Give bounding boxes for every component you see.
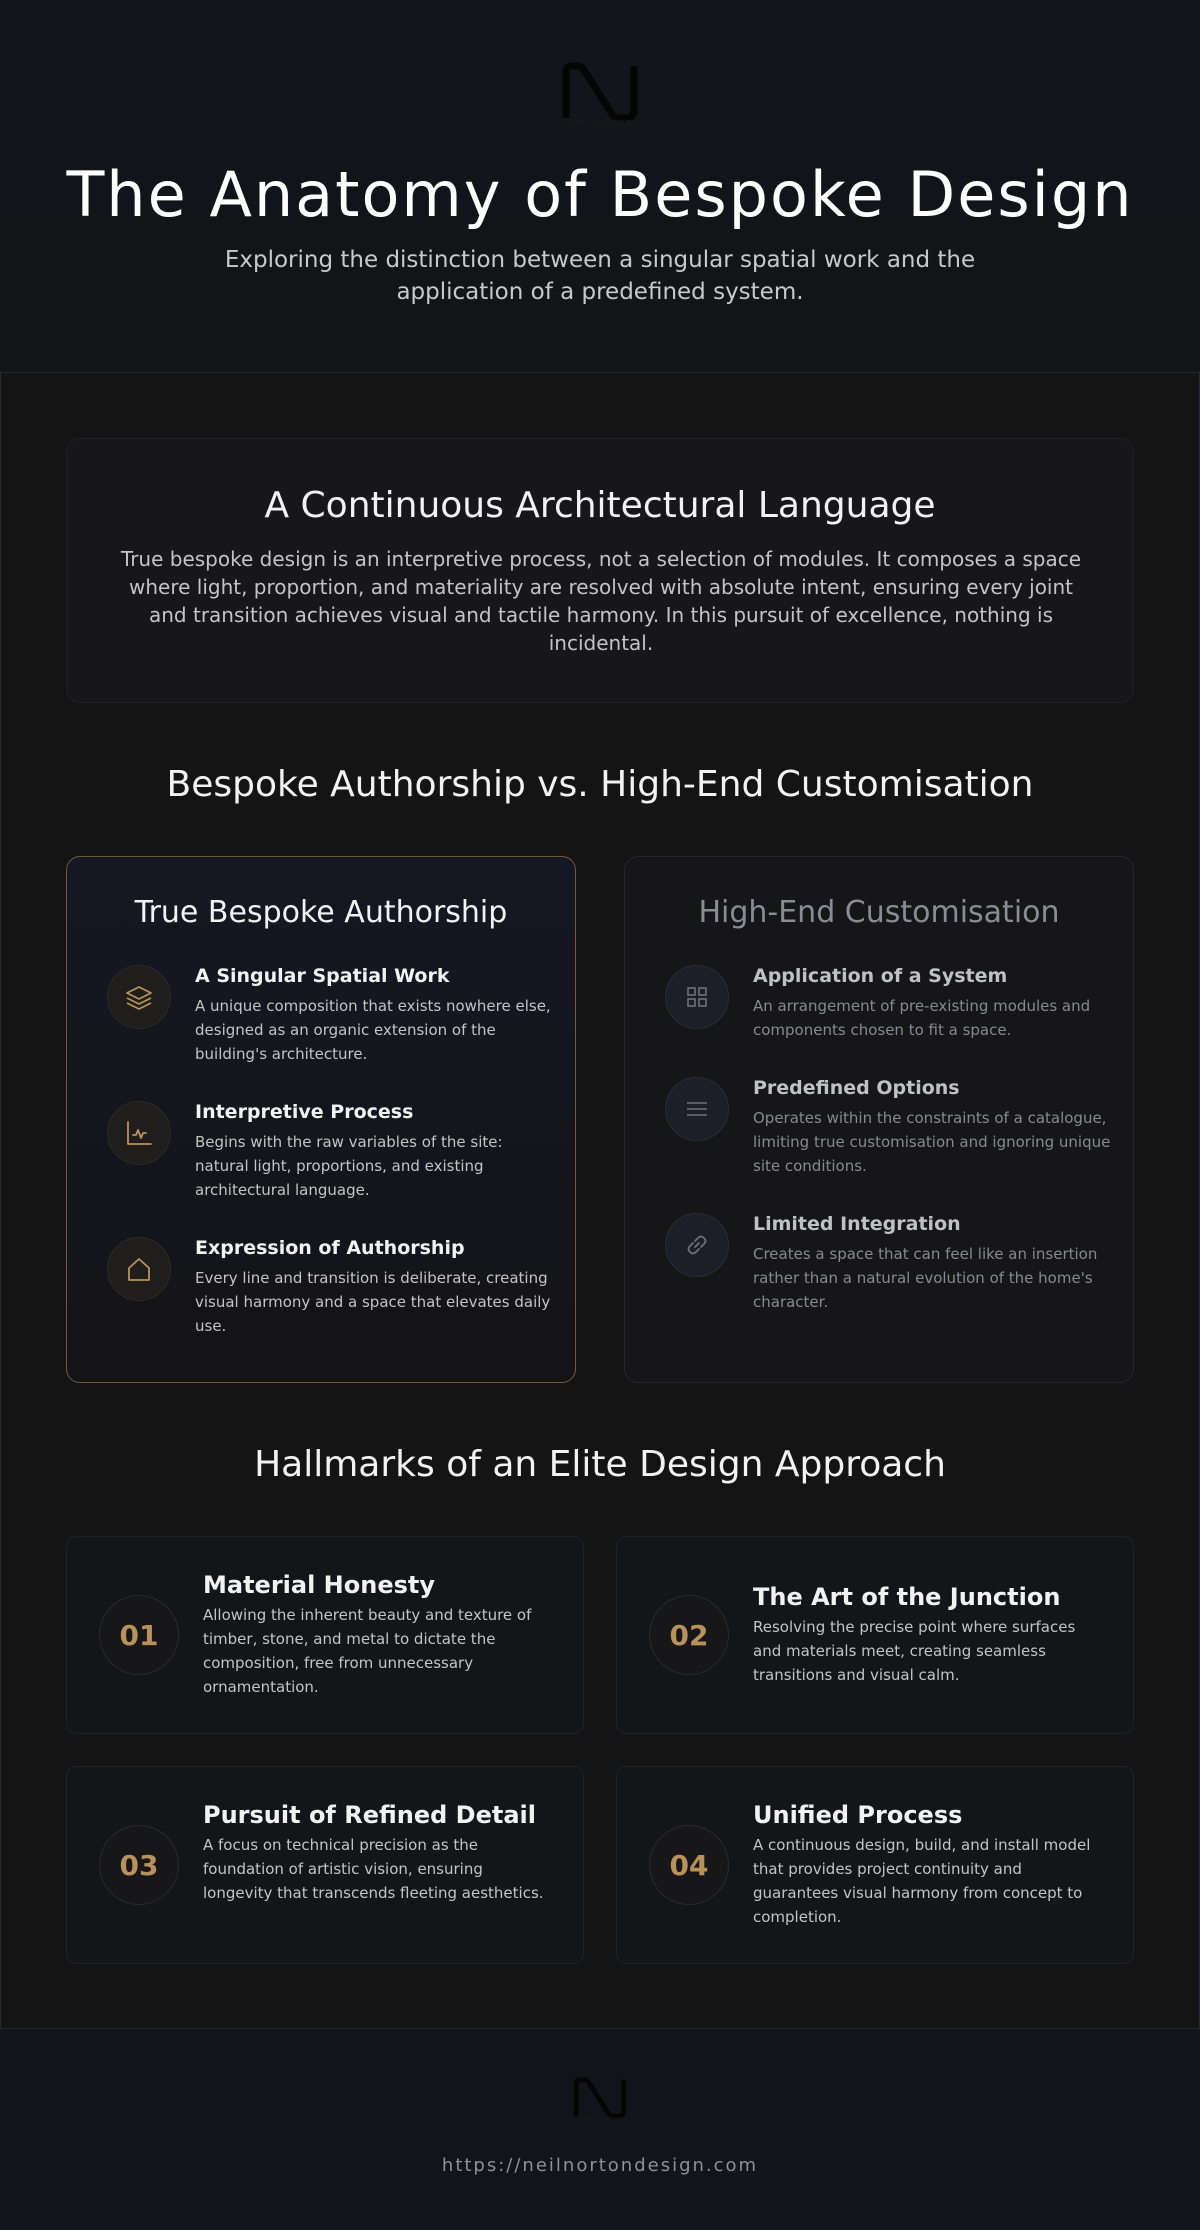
page-subtitle: Exploring the distinction between a singular spatial work and the application of a predefined system. — [224, 247, 976, 305]
website-link[interactable]: https://neilnortondesign.com — [441, 2155, 759, 2176]
logo-mark-icon — [572, 2077, 628, 2119]
footer-logo-wordmark: neil norton — [578, 2115, 622, 2123]
feature-title: Application of a System — [753, 965, 1008, 987]
bespoke-title: True Bespoke Authorship — [134, 895, 508, 930]
hallmark-number: 03 — [99, 1825, 179, 1905]
chart-icon — [107, 1101, 171, 1165]
feature-title: Predefined Options — [753, 1077, 960, 1099]
feature-title: A Singular Spatial Work — [195, 965, 450, 987]
hallmarks-heading: Hallmarks of an Elite Design Approach — [254, 1444, 946, 1485]
feature-title: Expression of Authorship — [195, 1237, 465, 1259]
feature-title: Limited Integration — [753, 1213, 961, 1235]
page-title: The Anatomy of Bespoke Design — [66, 158, 1134, 231]
hallmark-card — [66, 1536, 584, 1734]
feature-description: Creates a space that can feel like an insertion rather than a natural evolution of the home's character. — [753, 1245, 1098, 1311]
hallmark-number: 02 — [649, 1595, 729, 1675]
hallmark-title: Material Honesty — [203, 1571, 436, 1599]
brand-logo[interactable] — [560, 62, 640, 138]
hallmark-description: Allowing the inherent beauty and texture of timber, stone, and metal to dictate the composition, free from unnecessary ornamentation. — [203, 1606, 532, 1696]
hallmark-text — [203, 1569, 553, 1699]
feature-description: Operates within the constraints of a catalogue, limiting true customisation and ignoring unique site conditions. — [753, 1109, 1111, 1175]
intro-body: True bespoke design is an interpretive process, not a selection of modules. It composes a space where light, proportion, and materiality are resolved with absolute intent, ensuring every joint and transition achieves visual and tactile harmony. In this pursuit of excellence, nothing is incidental. — [120, 547, 1082, 655]
hallmark-description: A continuous design, build, and install model that provides project continuity and guarantees visual harmony from concept to completion. — [753, 1836, 1091, 1926]
hallmark-title: Pursuit of Refined Detail — [203, 1801, 536, 1829]
intro-title: A Continuous Architectural Language — [264, 485, 936, 526]
comparison-heading: Bespoke Authorship vs. High-End Customisation — [166, 764, 1034, 805]
page-header — [0, 0, 1200, 373]
logo-mark-icon — [560, 62, 640, 122]
hallmark-text — [203, 1799, 553, 1905]
feature-description: A unique composition that exists nowhere else, designed as an organic extension of the building's architecture. — [195, 997, 551, 1063]
intro-card — [66, 438, 1134, 703]
bespoke-column — [66, 856, 576, 1383]
feature-description: Every line and transition is deliberate, creating visual harmony and a space that elevates daily use. — [195, 1269, 551, 1335]
hallmark-description: Resolving the precise point where surfaces and materials meet, creating seamless transitions and visual calm. — [753, 1618, 1076, 1684]
customisation-column — [624, 856, 1134, 1383]
hallmark-card — [616, 1766, 1134, 1964]
layers-icon — [107, 965, 171, 1029]
home-icon — [107, 1237, 171, 1301]
customisation-title: High-End Customisation — [698, 895, 1060, 930]
hallmark-number: 01 — [99, 1595, 179, 1675]
hallmark-card — [66, 1766, 584, 1964]
link-icon — [665, 1213, 729, 1277]
feature-title: Interpretive Process — [195, 1101, 414, 1123]
feature-description: Begins with the raw variables of the site: natural light, proportions, and existing architectural language. — [195, 1133, 503, 1199]
hallmark-description: A focus on technical precision as the foundation of artistic vision, ensuring longevity that transcends fleeting aesthetics. — [203, 1836, 544, 1902]
hallmark-text — [753, 1581, 1103, 1687]
hallmark-card — [616, 1536, 1134, 1734]
logo-wordmark: neil norton — [567, 116, 633, 129]
hallmark-title: The Art of the Junction — [753, 1583, 1061, 1611]
grid-icon — [665, 965, 729, 1029]
page-footer — [0, 2028, 1200, 2230]
footer-logo[interactable] — [572, 2077, 628, 2133]
hallmark-title: Unified Process — [753, 1801, 963, 1829]
hallmark-number: 04 — [649, 1825, 729, 1905]
list-icon — [665, 1077, 729, 1141]
feature-description: An arrangement of pre-existing modules and components chosen to fit a space. — [753, 997, 1091, 1039]
hallmark-text — [753, 1799, 1103, 1929]
